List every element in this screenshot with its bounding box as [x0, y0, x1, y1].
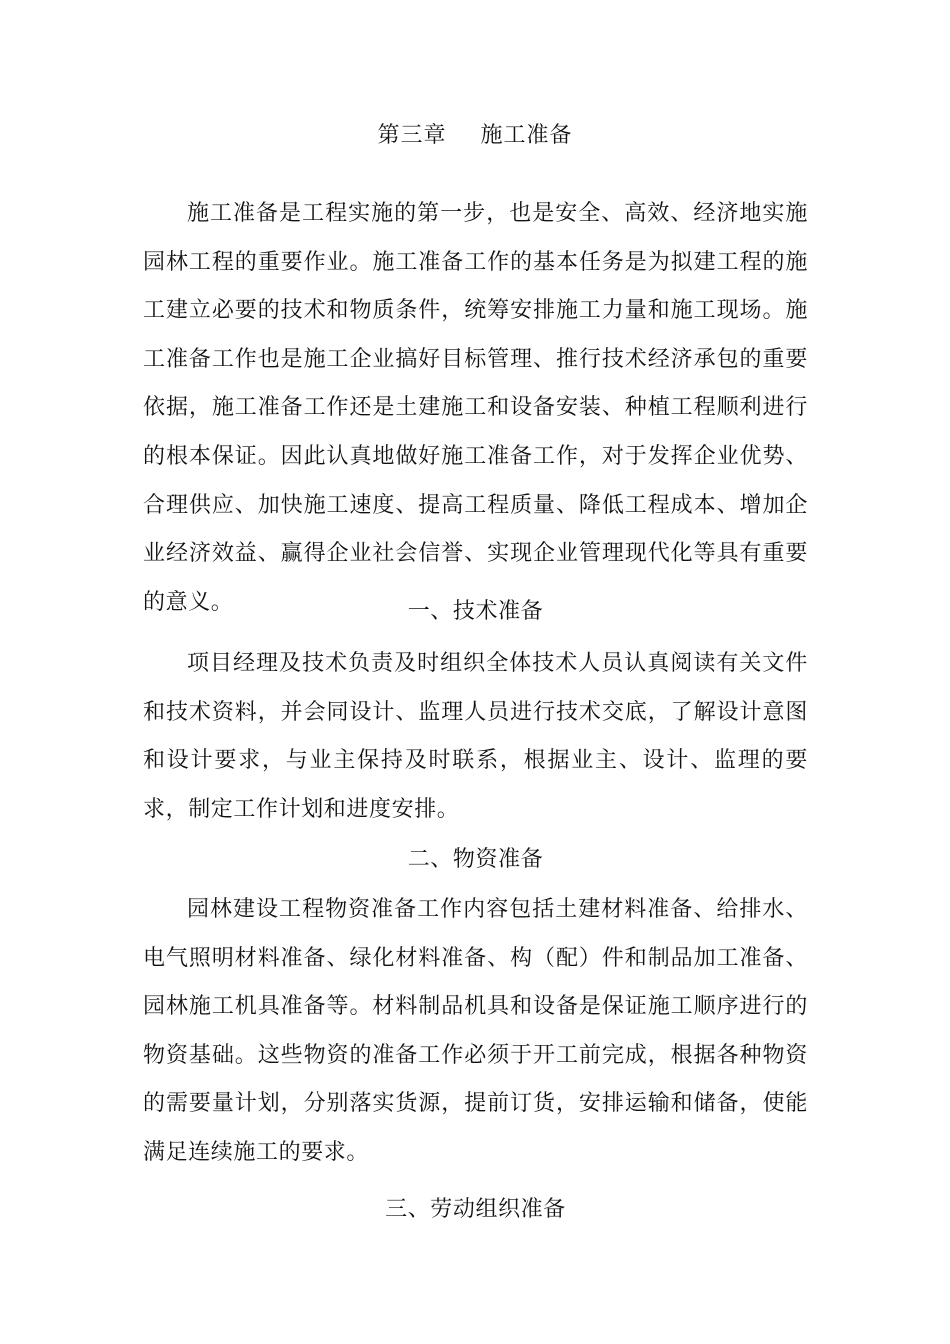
chapter-name: 施工准备 [480, 123, 573, 148]
chapter-title [0, 118, 950, 154]
section-body-material: 园林建设工程物资准备工作内容包括土建材料准备、给排水、电气照明材料准备、绿化材料准备、构（配）件和制品加工准备、园林施工机具准备等。材料制品机具和设备是保证施工顺序进行的物资基础。这些物资的准备工作必须于开工前完成，根据各种物资的需要量计划，分别落实货源，提前订货，安排运输和储备，使能满足连续施工的要求。 [143, 897, 808, 1165]
intro-paragraph: 施工准备是工程实施的第一步，也是安全、高效、经济地实施园林工程的重要作业。施工准备工作的基本任务是为拟建工程的施工建立必要的技术和物质条件，统筹安排施工力量和施工现场。施工准备工作也是施工企业搞好目标管理、推行技术经济承包的重要依据，施工准备工作还是土建施工和设备安装、种植工程顺利进行的根本保证。因此认真地做好施工准备工作，对于发挥企业优势、合理供应、加快施工速度、提高工程质量、降低工程成本、增加企业经济效益、赢得企业社会信誉、实现企业管理现代化等具有重要的意义。 [143, 201, 808, 615]
chapter-number: 第三章 [377, 123, 447, 148]
section-body-technical: 项目经理及技术负责及时组织全体技术人员认真阅读有关文件和技术资料，并会同设计、监理人员进行技术交底，了解设计意图和设计要求，与业主保持及时联系，根据业主、设计、监理的要求，制定工作计划和进度安排。 [143, 651, 808, 822]
section-heading-labor: 三、劳动组织准备 [385, 1197, 566, 1222]
section-heading-material: 二、物资准备 [407, 847, 544, 872]
section-heading-technical: 一、技术准备 [407, 599, 544, 624]
